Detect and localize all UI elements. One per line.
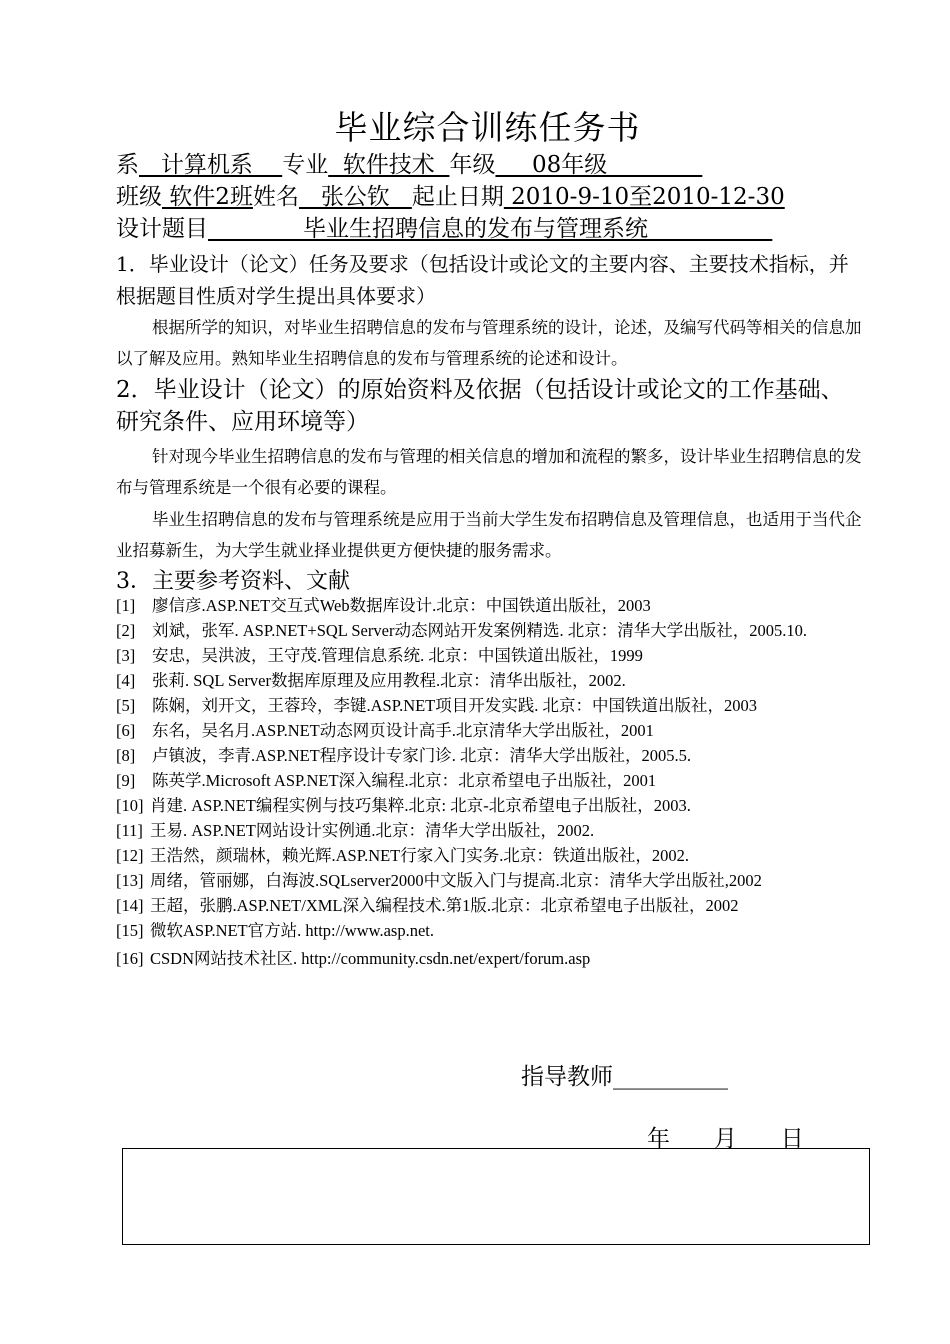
reference-text: 王超，张鹏.ASP.NET/XML深入编程技术.第1版.北京：北京希望电子出版社，2002 <box>150 896 739 915</box>
reference-text: CSDN网站技术社区. http://community.csdn.net/expert/forum.asp <box>150 949 591 968</box>
section2-paragraph-1: 针对现今毕业生招聘信息的发布与管理的相关信息的增加和流程的繁多，设计毕业生招聘信息的发布与管理系统是一个很有必要的课程。 <box>116 447 862 497</box>
reference-text: 陈娴，刘开文，王蓉玲，李键.ASP.NET项目开发实践. 北京：中国铁道出版社，2003 <box>152 696 758 715</box>
reference-text: 卢镇波，李青.ASP.NET程序设计专家门诊. 北京：清华大学出版社，2005.5. <box>152 746 692 765</box>
topic-label: 设计题目 <box>116 216 208 242</box>
advisor-label: 指导教师 <box>521 1064 613 1090</box>
major-label: 专业 <box>282 152 329 178</box>
reference-text: 王易. ASP.NET网站设计实例通.北京：清华大学出版社，2002. <box>150 821 595 840</box>
reference-number: [9] <box>116 771 136 790</box>
reference-item <box>116 670 876 692</box>
grade-value: 08年级 <box>495 152 703 178</box>
reference-number: [8] <box>116 746 136 765</box>
reference-text: 王浩然，颜瑞林，赖光辉.ASP.NET行家入门实务.北京：铁道出版社，2002. <box>150 846 690 865</box>
reference-text: 廖信彦.ASP.NET交互式Web数据库设计.北京：中国铁道出版社，2003 <box>152 596 651 615</box>
reference-number: [12] <box>116 846 144 865</box>
reference-item <box>116 820 876 842</box>
class-label: 班级 <box>116 184 162 210</box>
date-range-label: 起止日期 <box>411 184 504 210</box>
grade-label: 年级 <box>449 152 496 178</box>
reference-number: [15] <box>116 921 144 940</box>
reference-item <box>116 620 876 642</box>
reference-item <box>116 720 876 742</box>
reference-item <box>116 948 876 970</box>
reference-number: [2] <box>116 621 136 640</box>
reference-number: [5] <box>116 696 136 715</box>
reference-number: [13] <box>116 871 144 890</box>
reference-number: [3] <box>116 646 136 665</box>
name-value: 张公钦 <box>298 184 412 210</box>
reference-text: 张莉. SQL Server数据库原理及应用教程.北京：清华出版社，2002. <box>152 671 626 690</box>
reference-number: [14] <box>116 896 144 915</box>
reference-text: 微软ASP.NET官方站. http://www.asp.net. <box>150 921 435 940</box>
reference-number: [4] <box>116 671 136 690</box>
empty-table-box <box>122 1148 870 1245</box>
reference-number: [1] <box>116 596 136 615</box>
reference-item <box>116 845 876 867</box>
reference-number: [16] <box>116 949 144 968</box>
reference-number: [6] <box>116 721 136 740</box>
document-title: 毕业综合训练任务书 <box>334 108 641 147</box>
reference-number: [11] <box>116 821 143 840</box>
reference-text: 安忠，吴洪波，王守茂.管理信息系统. 北京：中国铁道出版社，1999 <box>152 646 643 665</box>
reference-list <box>116 595 876 973</box>
topic-value: 毕业生招聘信息的发布与管理系统 <box>208 216 773 242</box>
reference-text: 刘斌，张军. ASP.NET+SQL Server动态网站开发案例精选. 北京：清华大学出版社，2005.10. <box>152 621 807 640</box>
advisor-blank: __________ <box>613 1064 728 1090</box>
class-name-date-line <box>116 182 785 212</box>
date-range-value: 2010-9-10至2010-12-30 <box>503 184 785 210</box>
reference-item <box>116 770 876 792</box>
dept-value: 计算机系 <box>139 152 283 178</box>
topic-line <box>116 214 772 244</box>
reference-number: [10] <box>116 796 144 815</box>
reference-item <box>116 895 876 917</box>
reference-item <box>116 870 876 892</box>
reference-text: 东名，吴名月.ASP.NET动态网页设计高手.北京清华大学出版社，2001 <box>152 721 654 740</box>
dept-label: 系 <box>116 152 139 178</box>
reference-item <box>116 595 876 617</box>
reference-item <box>116 745 876 767</box>
reference-text: 陈英学.Microsoft ASP.NET深入编程.北京：北京希望电子出版社，2001 <box>152 771 657 790</box>
reference-item <box>116 920 876 942</box>
dept-major-grade-line <box>116 150 702 180</box>
section1-paragraph: 根据所学的知识，对毕业生招聘信息的发布与管理系统的设计，论述，及编写代码等相关的信息加以了解及应用。熟知毕业生招聘信息的发布与管理系统的论述和设计。 <box>116 318 862 368</box>
major-value: 软件技术 <box>328 152 450 178</box>
section3-heading: 3．主要参考资料、文献 <box>116 569 350 594</box>
reference-item <box>116 795 876 817</box>
reference-text: 肖建. ASP.NET编程实例与技巧集粹.北京: 北京-北京希望电子出版社，2003. <box>150 796 691 815</box>
section2-paragraph-2: 毕业生招聘信息的发布与管理系统是应用于当前大学生发布招聘信息及管理信息，也适用于当代企业招募新生，为大学生就业择业提供更方便快捷的服务需求。 <box>116 510 862 560</box>
reference-text: 周绪，管丽娜，白海波.SQLserver2000中文版入门与提高.北京：清华大学出版社,2002 <box>150 871 762 890</box>
section1-heading: 1．毕业设计（论文）任务及要求（包括设计或论文的主要内容、主要技术指标，并根据题目性质对学生提出具体要求） <box>116 252 849 308</box>
reference-item <box>116 695 876 717</box>
advisor-signature-line <box>521 1058 728 1091</box>
name-label: 姓名 <box>252 184 299 210</box>
section2-heading: 2．毕业设计（论文）的原始资料及依据（包括设计或论文的工作基础、研究条件、应用环境等） <box>116 377 844 435</box>
class-value: 软件2班 <box>162 184 253 210</box>
reference-item <box>116 645 876 667</box>
signature-date-line: 年 月 日 <box>647 1126 804 1152</box>
